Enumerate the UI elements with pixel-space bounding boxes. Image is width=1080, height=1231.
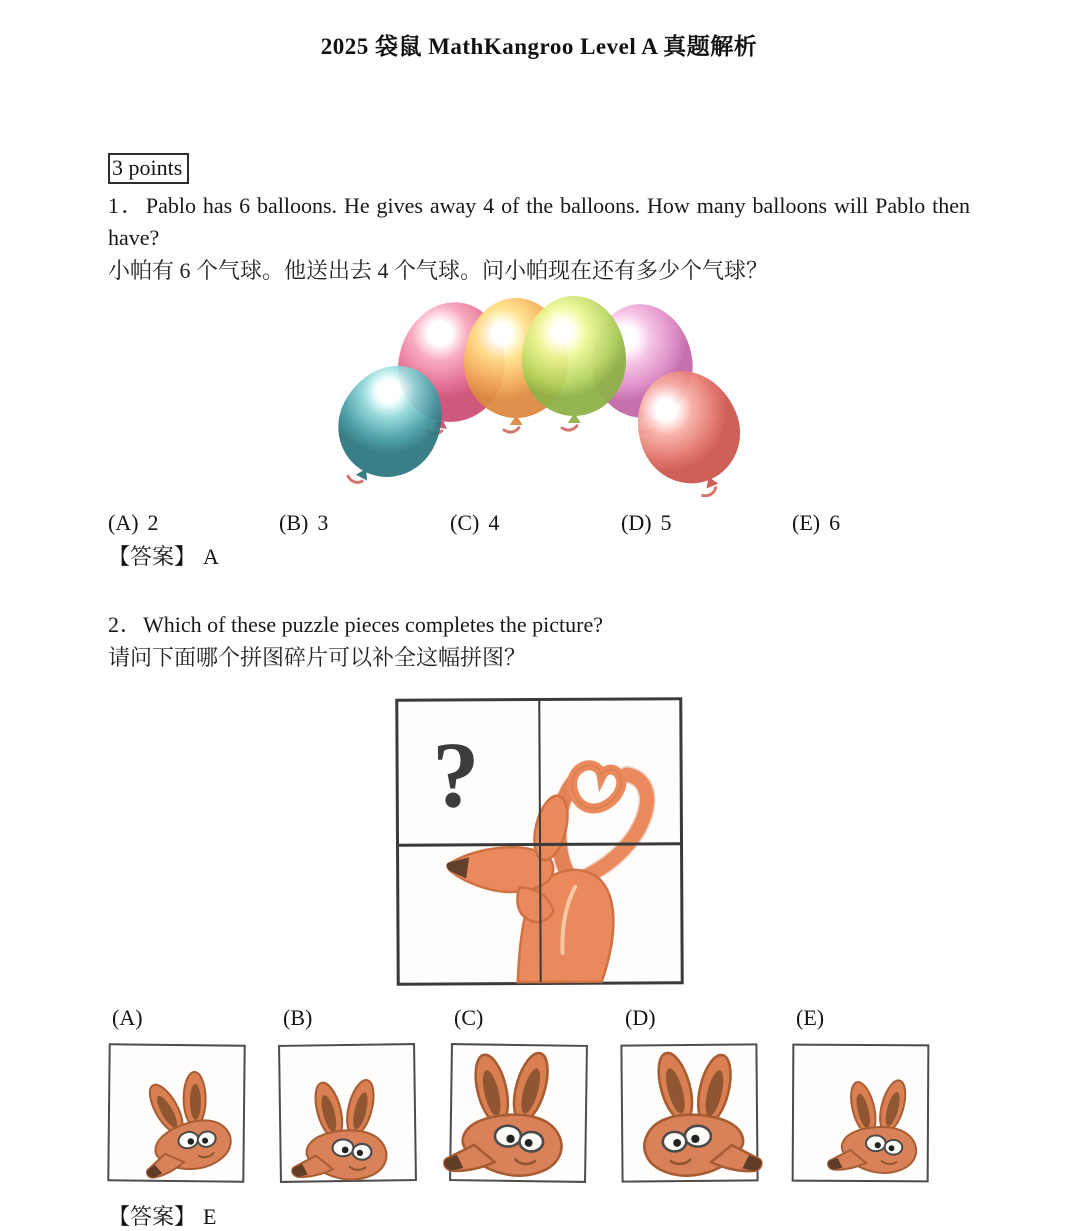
- page-title: 2025 袋鼠 MathKangroo Level A 真题解析: [320, 34, 758, 59]
- option-d: [621, 510, 792, 536]
- balloons-illustration: [338, 296, 740, 484]
- question1-options-row: [108, 510, 970, 536]
- question2-answer-line: [108, 1200, 970, 1231]
- option-card-d: [621, 1005, 792, 1182]
- option-value: 4: [488, 510, 500, 535]
- question2-english: Which of these puzzle pieces completes the picture?: [143, 612, 603, 637]
- option-image-d: [620, 1043, 758, 1182]
- question1-answer-line: [108, 540, 970, 571]
- option-card-c: [450, 1005, 621, 1182]
- question1-number: 1．: [108, 193, 146, 218]
- kangaroo-head-piece: [451, 1045, 586, 1181]
- option-a: [108, 510, 279, 536]
- option-value: 2: [147, 510, 159, 535]
- option-label: (A): [112, 1005, 143, 1030]
- option-card-b: [279, 1005, 450, 1182]
- option-label: (D): [625, 1005, 656, 1030]
- question2-text-zh: 请问下面哪个拼图碎片可以补全这幅拼图？: [108, 645, 527, 670]
- option-value: 5: [660, 510, 672, 535]
- question2-number: 2．: [108, 612, 144, 637]
- option-b: [279, 510, 450, 536]
- answer-prefix: 【答案】: [108, 1204, 197, 1229]
- option-image-c: [449, 1043, 588, 1183]
- question1-text-zh: 小帕有 6 个气球。他送出去 4 个气球。问小帕现在还有多少个气球？: [108, 258, 769, 283]
- answer-value: A: [203, 544, 219, 569]
- option-label: (B): [283, 1005, 313, 1030]
- kangaroo-puzzle-illustration: [395, 697, 683, 985]
- question2-text-en: [108, 609, 970, 641]
- question2-block: [108, 609, 970, 1231]
- question1-text-en: [108, 190, 970, 254]
- option-value: 6: [829, 510, 841, 535]
- option-card-e: [792, 1005, 963, 1182]
- kangaroo-head-piece: [622, 1045, 756, 1180]
- option-label: (A): [108, 510, 139, 535]
- option-label: (E): [796, 1005, 825, 1030]
- answer-prefix: 【答案】: [108, 544, 197, 569]
- option-value: 3: [317, 510, 329, 535]
- option-image-b: [278, 1043, 417, 1183]
- kangaroo-head-piece: [794, 1046, 928, 1181]
- option-c: [450, 510, 621, 536]
- option-label: (C): [454, 1005, 484, 1030]
- question-mark: ?: [431, 723, 480, 828]
- option-image-a: [107, 1043, 245, 1182]
- option-e: [792, 510, 963, 536]
- option-label: (C): [450, 510, 480, 535]
- question2-options-row: [108, 1005, 970, 1182]
- question1-english: Pablo has 6 balloons. He gives away 4 of the balloons. How many balloons will Pablo then have?: [108, 193, 970, 250]
- kangaroo-head-piece: [109, 1045, 243, 1180]
- option-label: (E): [792, 510, 821, 535]
- green-balloon: [522, 296, 626, 416]
- option-card-a: [108, 1005, 279, 1182]
- kangaroo-head-piece: [280, 1045, 415, 1181]
- option-label: (B): [279, 510, 309, 535]
- answer-value: E: [203, 1204, 217, 1229]
- option-label: (D): [621, 510, 652, 535]
- points-badge: 3 points: [108, 153, 189, 184]
- option-image-e: [792, 1044, 930, 1183]
- balloon-ribbon: [701, 485, 717, 499]
